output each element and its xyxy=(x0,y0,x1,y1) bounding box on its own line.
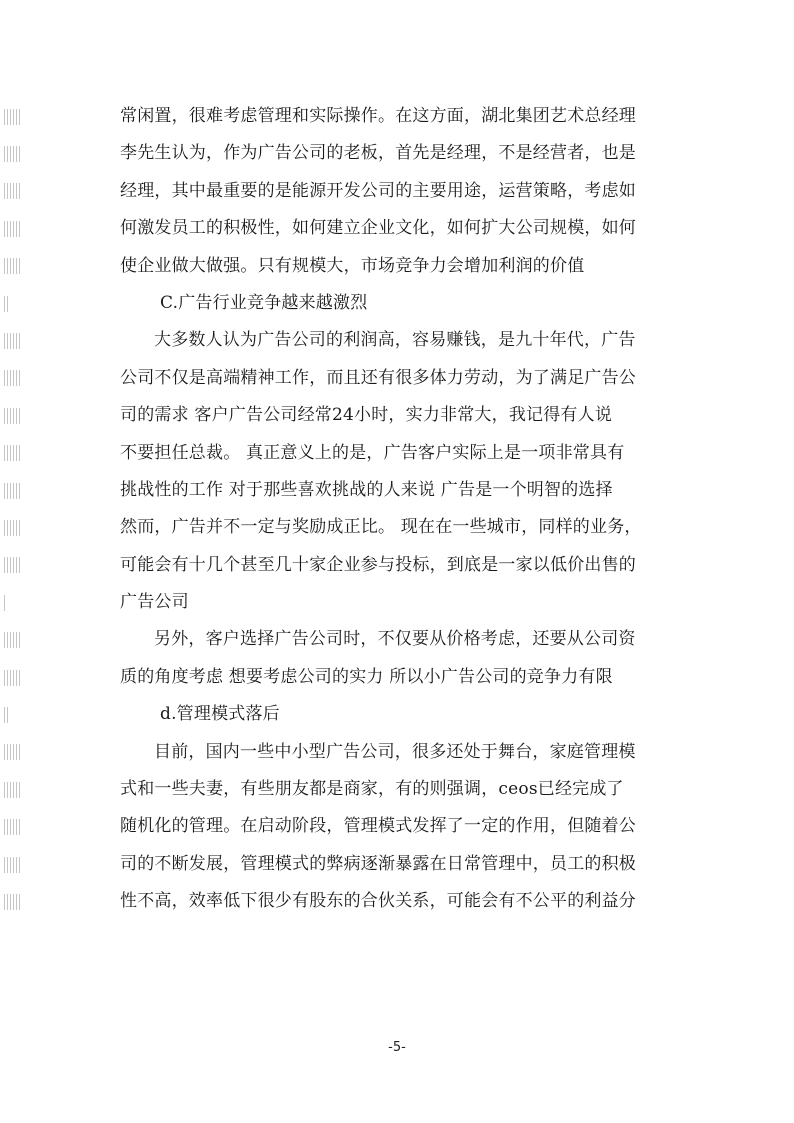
margin-mark xyxy=(4,584,24,621)
text-line: 使企业做大做强。只有规模大，市场竞争力会增加利润的价值 xyxy=(120,255,585,276)
margin-mark xyxy=(4,435,24,472)
section-heading: d.管理模式落后 xyxy=(160,704,280,725)
text-line: 大多数人认为广告公司的利润高，容易赚钱，是九十年代，广告 xyxy=(154,330,636,351)
margin-mark xyxy=(4,322,24,359)
margin-mark xyxy=(4,846,24,883)
text-line: 广告公司 xyxy=(120,592,189,613)
text-line: 不要担任总裁。 真正意义上的是，广告客户实际上是一项非常具有 xyxy=(120,442,625,463)
text-line: 性不高，效率低下很少有股东的合伙关系，可能会有不公平的利益分 xyxy=(120,891,636,912)
text-line: 式和一些夫妻，有些朋友都是商家，有的则强调，ceos已经完成了 xyxy=(120,779,624,800)
margin-mark xyxy=(4,248,24,285)
margin-mark xyxy=(4,808,24,845)
text-line: 随机化的管理。在启动阶段，管理模式发挥了一定的作用，但随着公 xyxy=(120,816,636,837)
margin-mark xyxy=(4,621,24,658)
margin-mark xyxy=(4,98,24,135)
body-text xyxy=(120,98,676,921)
text-line: 李先生认为，作为广告公司的老板，首先是经理，不是经营者，也是 xyxy=(120,143,636,164)
text-line: 司的需求 客户广告公司经常24小时，实力非常大，我记得有人说 xyxy=(120,405,613,426)
margin-scan-marks xyxy=(4,98,24,921)
margin-mark xyxy=(4,883,24,920)
margin-mark xyxy=(4,210,24,247)
text-line: 司的不断发展，管理模式的弊病逐渐暴露在日常管理中，员工的积极 xyxy=(120,853,636,874)
text-line: 目前，国内一些中小型广告公司，很多还处于舞台，家庭管理模 xyxy=(154,741,636,762)
section-heading: C.广告行业竞争越来越激烈 xyxy=(160,292,368,313)
text-line: 常闲置，很难考虑管理和实际操作。在这方面，湖北集团艺术总经理 xyxy=(120,106,636,126)
text-line: 挑战性的工作 对于那些喜欢挑战的人来说 广告是一个明智的选择 xyxy=(120,479,613,500)
text-line: 然而，广告并不一定与奖励成正比。 现在在一些城市，同样的业务， xyxy=(120,517,642,538)
margin-mark xyxy=(4,659,24,696)
margin-mark xyxy=(4,547,24,584)
text-line: 公司不仅是高端精神工作，而且还有很多体力劳动，为了满足广告公 xyxy=(120,367,636,388)
page-number: -5- xyxy=(388,1040,406,1055)
margin-mark xyxy=(4,135,24,172)
text-line: 另外，客户选择广告公司时，不仅要从价格考虑，还要从公司资 xyxy=(154,629,636,650)
margin-mark xyxy=(4,734,24,771)
margin-mark xyxy=(4,509,24,546)
margin-mark xyxy=(4,173,24,210)
margin-mark xyxy=(4,285,24,322)
margin-mark xyxy=(4,472,24,509)
text-line: 经理，其中最重要的是能源开发公司的主要用途，运营策略，考虑如 xyxy=(120,180,636,201)
margin-mark xyxy=(4,360,24,397)
text-line: 质的角度考虑 想要考虑公司的实力 所以小广告公司的竞争力有限 xyxy=(120,666,613,687)
margin-mark xyxy=(4,397,24,434)
margin-mark xyxy=(4,771,24,808)
margin-mark xyxy=(4,696,24,733)
text-line: 可能会有十几个甚至几十家企业参与投标，到底是一家以低价出售的 xyxy=(120,554,636,575)
text-line: 何激发员工的积极性，如何建立企业文化，如何扩大公司规模，如何 xyxy=(120,218,636,239)
